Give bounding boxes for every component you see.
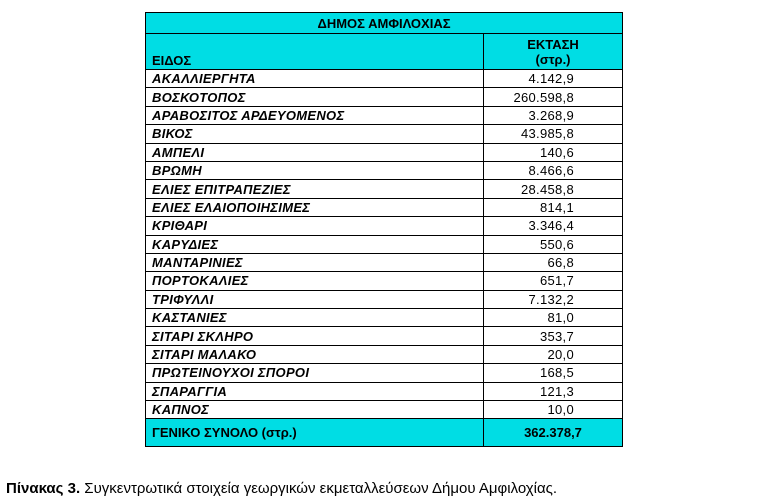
- crop-type-cell: ΚΑΠΝΟΣ: [146, 401, 484, 419]
- area-value-cell: 81,0: [484, 309, 623, 327]
- table-row: [146, 217, 623, 235]
- table-row: [146, 70, 623, 88]
- crop-type-cell: ΣΙΤΑΡΙ ΣΚΛΗΡΟ: [146, 327, 484, 345]
- area-value-cell: 3.346,4: [484, 217, 623, 235]
- area-value-cell: 140,6: [484, 143, 623, 161]
- crop-type-cell: ΒΡΩΜΗ: [146, 161, 484, 179]
- crop-type-cell: ΤΡΙΦΥΛΛΙ: [146, 290, 484, 308]
- area-value-cell: 550,6: [484, 235, 623, 253]
- crop-type-cell: ΠΟΡΤΟΚΑΛΙΕΣ: [146, 272, 484, 290]
- area-value-cell: 10,0: [484, 401, 623, 419]
- crop-type-cell: ΚΑΣΤΑΝΙΕΣ: [146, 309, 484, 327]
- table-title: ΔΗΜΟΣ ΑΜΦΙΛΟΧΙΑΣ: [146, 13, 623, 34]
- table-row: [146, 290, 623, 308]
- total-value: 362.378,7: [484, 419, 623, 447]
- crop-type-cell: ΚΑΡΥΔΙΕΣ: [146, 235, 484, 253]
- column-header-type: ΕΙΔΟΣ: [146, 34, 484, 70]
- table-row: [146, 345, 623, 363]
- crop-type-cell: ΑΡΑΒΟΣΙΤΟΣ ΑΡΔΕΥΟΜΕΝΟΣ: [146, 106, 484, 124]
- area-value-cell: 7.132,2: [484, 290, 623, 308]
- table-caption: [6, 480, 557, 497]
- table-row: [146, 161, 623, 179]
- area-value-cell: 353,7: [484, 327, 623, 345]
- crop-type-cell: ΜΑΝΤΑΡΙΝΙΕΣ: [146, 253, 484, 271]
- table-row: [146, 143, 623, 161]
- area-value-cell: 3.268,9: [484, 106, 623, 124]
- crop-type-cell: ΣΠΑΡΑΓΓΙΑ: [146, 382, 484, 400]
- area-value-cell: 28.458,8: [484, 180, 623, 198]
- area-value-cell: 66,8: [484, 253, 623, 271]
- crop-type-cell: ΑΜΠΕΛΙ: [146, 143, 484, 161]
- crop-type-cell: ΠΡΩΤΕΙΝΟΥΧΟΙ ΣΠΟΡΟΙ: [146, 364, 484, 382]
- crop-type-cell: ΣΙΤΑΡΙ ΜΑΛΑΚΟ: [146, 345, 484, 363]
- farm-holdings-table: [145, 12, 623, 447]
- area-value-cell: 168,5: [484, 364, 623, 382]
- area-value-cell: 814,1: [484, 198, 623, 216]
- table-row: [146, 309, 623, 327]
- table-row: [146, 88, 623, 106]
- table-row: [146, 106, 623, 124]
- crop-type-cell: ΕΛΙΕΣ ΕΛΑΙΟΠΟΙΗΣΙΜΕΣ: [146, 198, 484, 216]
- table-row: [146, 382, 623, 400]
- table-row: [146, 364, 623, 382]
- area-value-cell: 260.598,8: [484, 88, 623, 106]
- table-title-row: [146, 13, 623, 34]
- area-value-cell: 4.142,9: [484, 70, 623, 88]
- table-header-row: [146, 34, 623, 70]
- crop-type-cell: ΕΛΙΕΣ ΕΠΙΤΡΑΠΕΖΙΕΣ: [146, 180, 484, 198]
- crop-type-cell: ΒΙΚΟΣ: [146, 125, 484, 143]
- crop-type-cell: ΒΟΣΚΟΤΟΠΟΣ: [146, 88, 484, 106]
- table-row: [146, 125, 623, 143]
- area-value-cell: 651,7: [484, 272, 623, 290]
- area-value-cell: 121,3: [484, 382, 623, 400]
- column-header-area-label: ΕΚΤΑΣΗ: [527, 36, 579, 52]
- total-row: [146, 419, 623, 447]
- crop-type-cell: ΚΡΙΘΑΡΙ: [146, 217, 484, 235]
- area-value-cell: 20,0: [484, 345, 623, 363]
- area-value-cell: 8.466,6: [484, 161, 623, 179]
- table-row: [146, 253, 623, 271]
- total-label: ΓΕΝΙΚΟ ΣΥΝΟΛΟ (στρ.): [146, 419, 484, 447]
- column-header-area-unit: (στρ.): [535, 51, 571, 67]
- table-row: [146, 180, 623, 198]
- area-value-cell: 43.985,8: [484, 125, 623, 143]
- crop-type-cell: ΑΚΑΛΛΙΕΡΓΗΤΑ: [146, 70, 484, 88]
- table-row: [146, 401, 623, 419]
- table-row: [146, 327, 623, 345]
- caption-text: Συγκεντρωτικά στοιχεία γεωργικών εκμεταλλεύσεων Δήμου Αμφιλοχίας.: [80, 480, 558, 497]
- caption-label: Πίνακας 3.: [6, 480, 81, 497]
- table-row: [146, 235, 623, 253]
- table-row: [146, 198, 623, 216]
- column-header-area: [484, 34, 623, 70]
- table-row: [146, 272, 623, 290]
